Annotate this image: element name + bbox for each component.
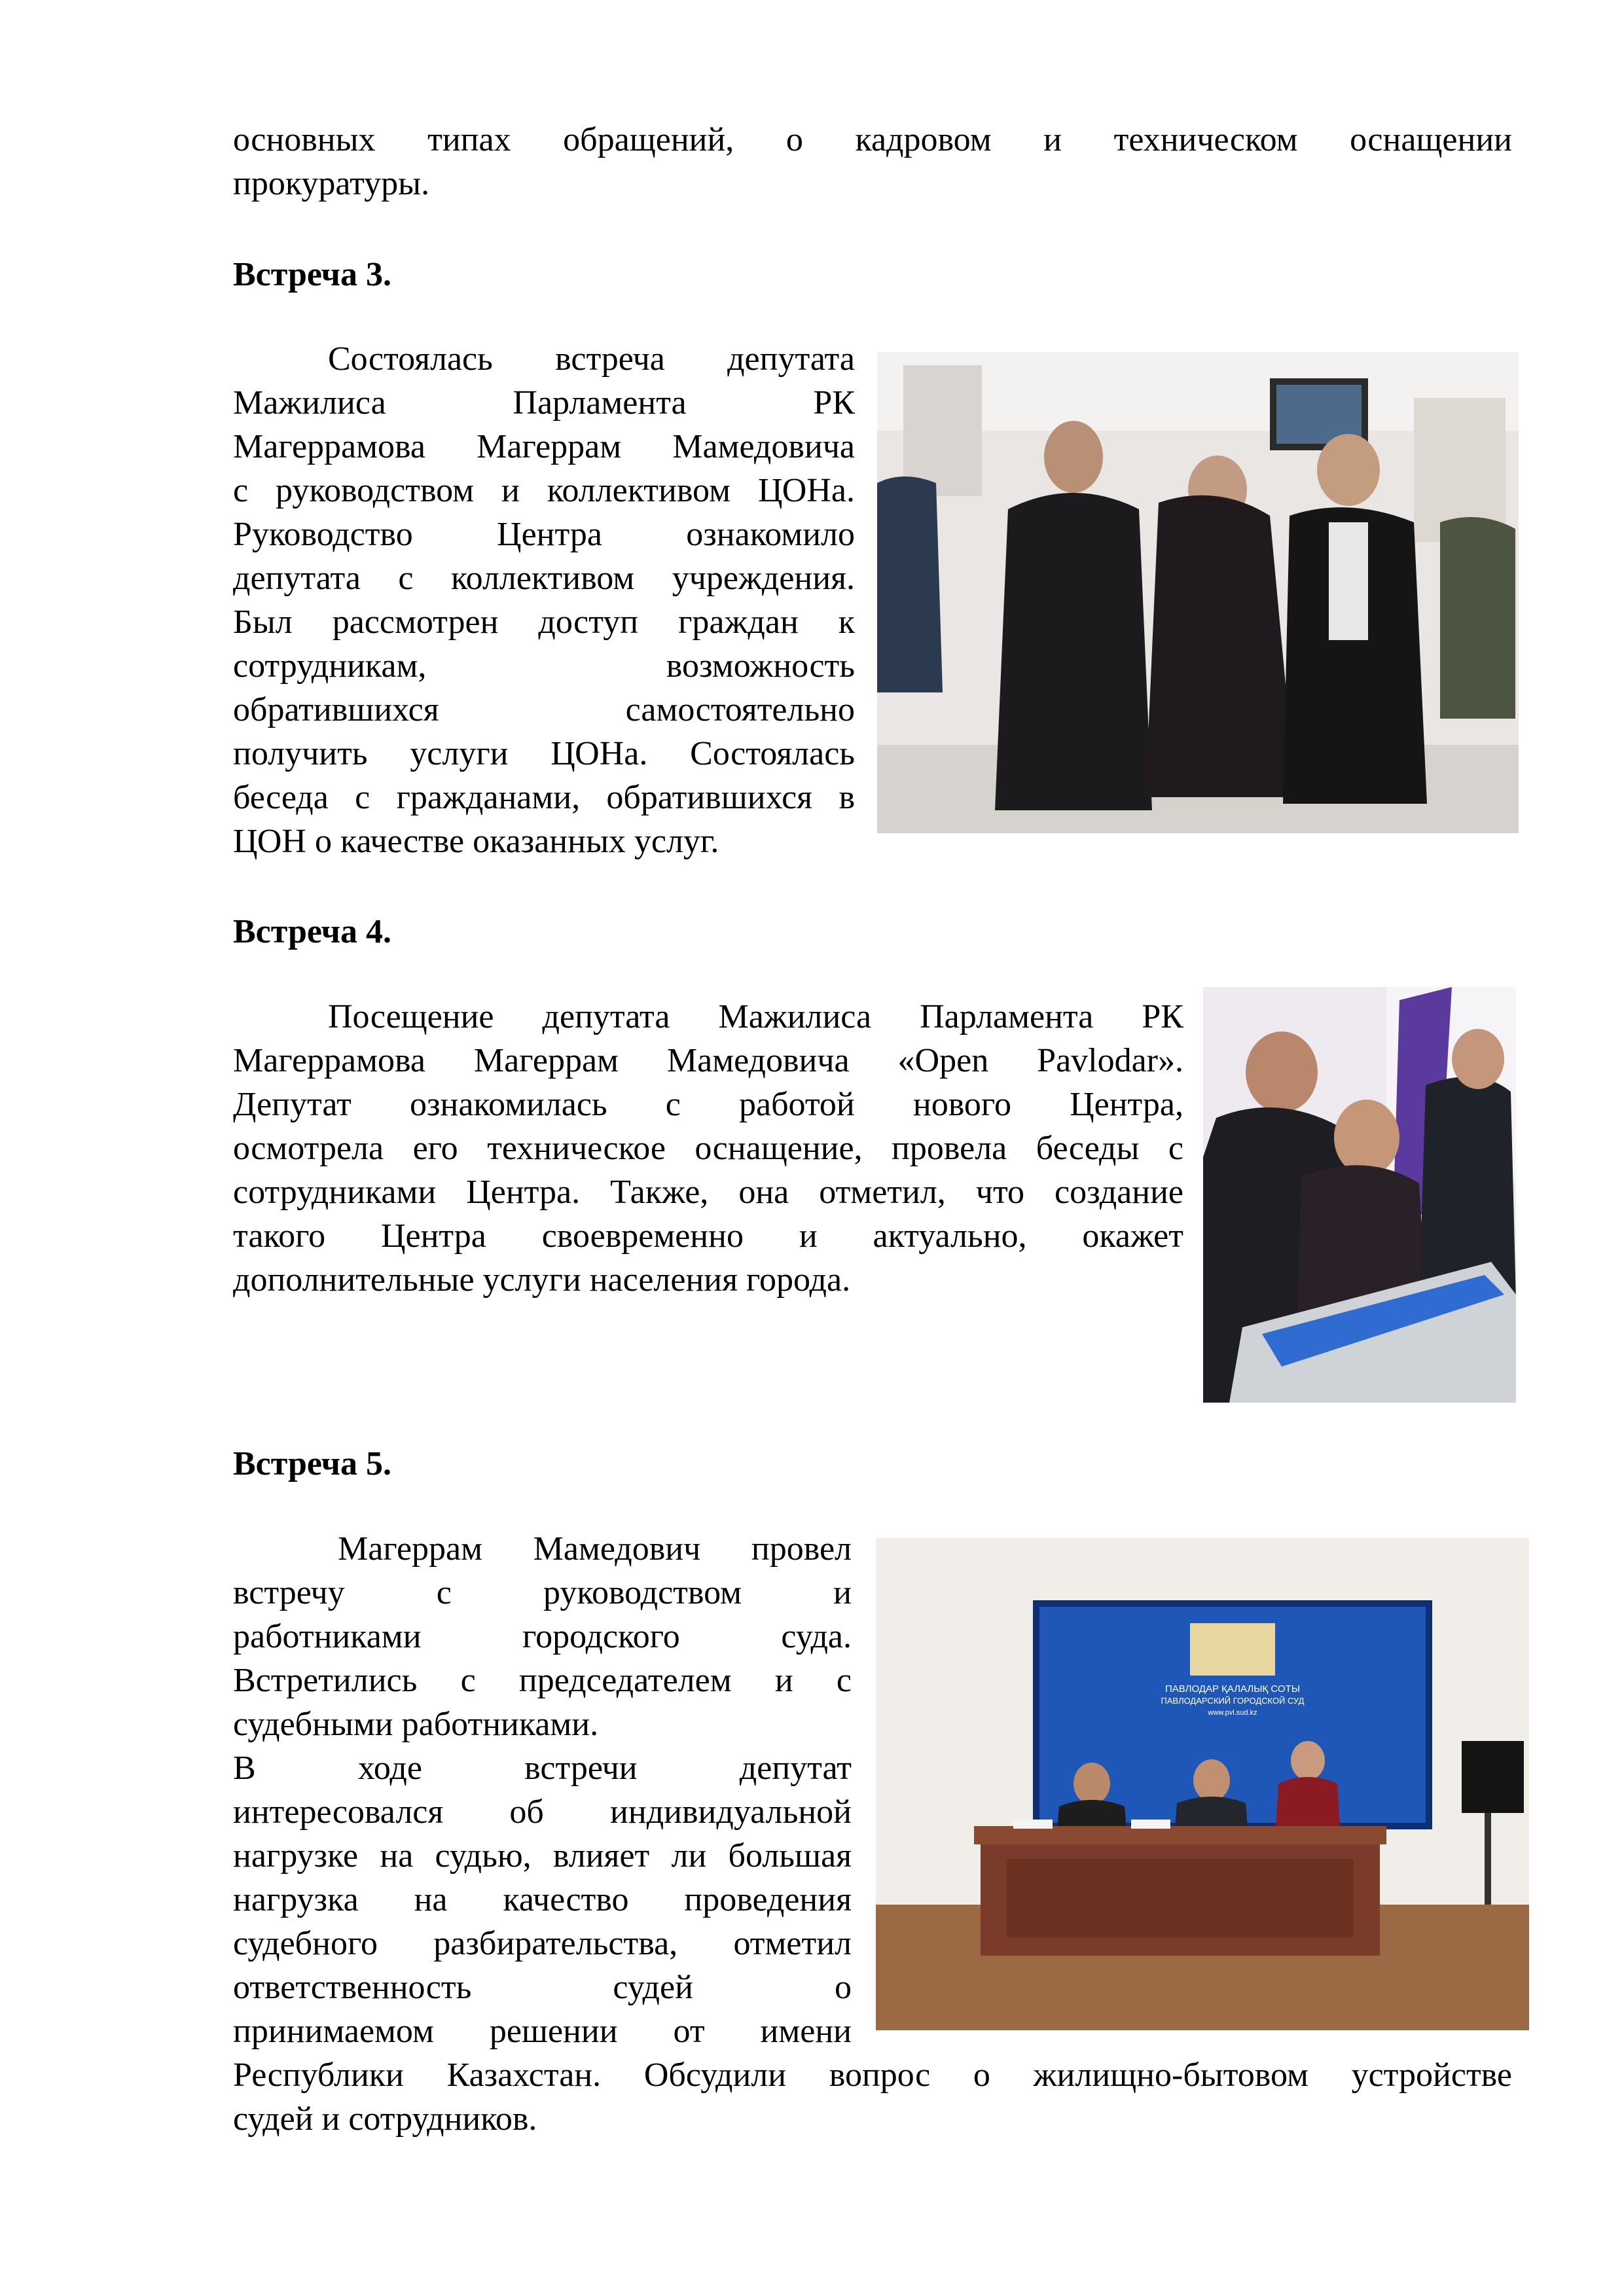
text-line: Встретились с председателем и с	[233, 1662, 852, 1699]
text-line: ЦОН о качестве оказанных услуг.	[233, 823, 719, 860]
text-line: судебными работниками.	[233, 1706, 599, 1743]
text-line: дополнительные услуги населения города.	[233, 1261, 851, 1299]
text-line: работниками городского суда.	[233, 1618, 852, 1655]
text-line: основных типах обращений, о кадровом и техническом оснащении	[233, 121, 1512, 158]
text-line: ответственность судей о	[233, 1969, 852, 2006]
meeting-5-photo	[876, 1538, 1529, 2030]
meeting-5-heading: Встреча 5.	[233, 1445, 391, 1482]
text-line: Посещение депутата Мажилиса Парламента РК	[328, 998, 1183, 1035]
text-line: нагрузке на судью, влияет ли большая	[233, 1837, 852, 1874]
text-line: интересовался об индивидуальной	[233, 1793, 852, 1831]
text-line: Руководство Центра ознакомило	[233, 516, 855, 553]
meeting-4-heading: Встреча 4.	[233, 913, 391, 950]
text-line: Магеррамова Магеррам Мамедовича	[233, 428, 855, 465]
text-line: обратившихся самостоятельно	[233, 691, 855, 728]
meeting-4-photo	[1203, 987, 1516, 1403]
text-line: судебного разбирательства, отметил	[233, 1925, 852, 1962]
text-line: встречу с руководством и	[233, 1574, 852, 1611]
meeting-3-paragraph	[233, 337, 855, 863]
banner-court-name-kz: ПАВЛОДАР ҚАЛАЛЫҚ СОТЫ	[1164, 1683, 1301, 1695]
text-line: Магеррамова Магеррам Мамедовича «Open Pavlodar».	[233, 1042, 1183, 1079]
text-line: Состоялась встреча депутата	[328, 340, 855, 378]
text-line: такого Центра своевременно и актуально, окажет	[233, 1217, 1183, 1255]
text-line: Был рассмотрен доступ граждан к	[233, 603, 855, 641]
meeting-4-paragraph	[233, 995, 1183, 1302]
meeting-3-heading: Встреча 3.	[233, 256, 391, 293]
text-line: осмотрела его техническое оснащение, провела беседы с	[233, 1130, 1183, 1167]
text-line: депутата с коллективом учреждения.	[233, 560, 855, 597]
text-line: Магеррам Мамедович провел	[338, 1530, 852, 1568]
banner-website: www.pvl.sud.kz	[1208, 1709, 1257, 1717]
text-line: прокуратуры.	[233, 165, 430, 202]
text-line: сотрудникам, возможность	[233, 647, 855, 685]
text-line: беседа с гражданами, обратившихся в	[233, 779, 855, 816]
text-line: сотрудниками Центра. Также, она отметил, что создание	[233, 1174, 1183, 1211]
text-line: нагрузка на качество проведения	[233, 1881, 852, 1918]
text-line: принимаемом решении от имени	[233, 2013, 852, 2050]
banner-court-name-ru: ПАВЛОДАРСКИЙ ГОРОДСКОЙ СУД	[1161, 1696, 1305, 1706]
text-line: судей и сотрудников.	[233, 2100, 537, 2138]
text-line: получить услуги ЦОНа. Состоялась	[233, 735, 855, 772]
meeting-5-paragraph-wrapped	[233, 1527, 852, 2053]
text-line: Республики Казахстан. Обсудили вопрос о жилищно-бытовом устройстве	[233, 2056, 1512, 2094]
meeting-5-paragraph-full	[233, 2053, 1512, 2141]
meeting-3-photo	[877, 352, 1519, 833]
text-line: В ходе встречи депутат	[233, 1749, 852, 1787]
intro-paragraph	[233, 118, 1512, 206]
text-line: Мажилиса Парламента РК	[233, 384, 855, 422]
text-line: Депутат ознакомилась с работой нового Центра,	[233, 1086, 1183, 1123]
text-line: с руководством и коллективом ЦОНа.	[233, 472, 855, 509]
